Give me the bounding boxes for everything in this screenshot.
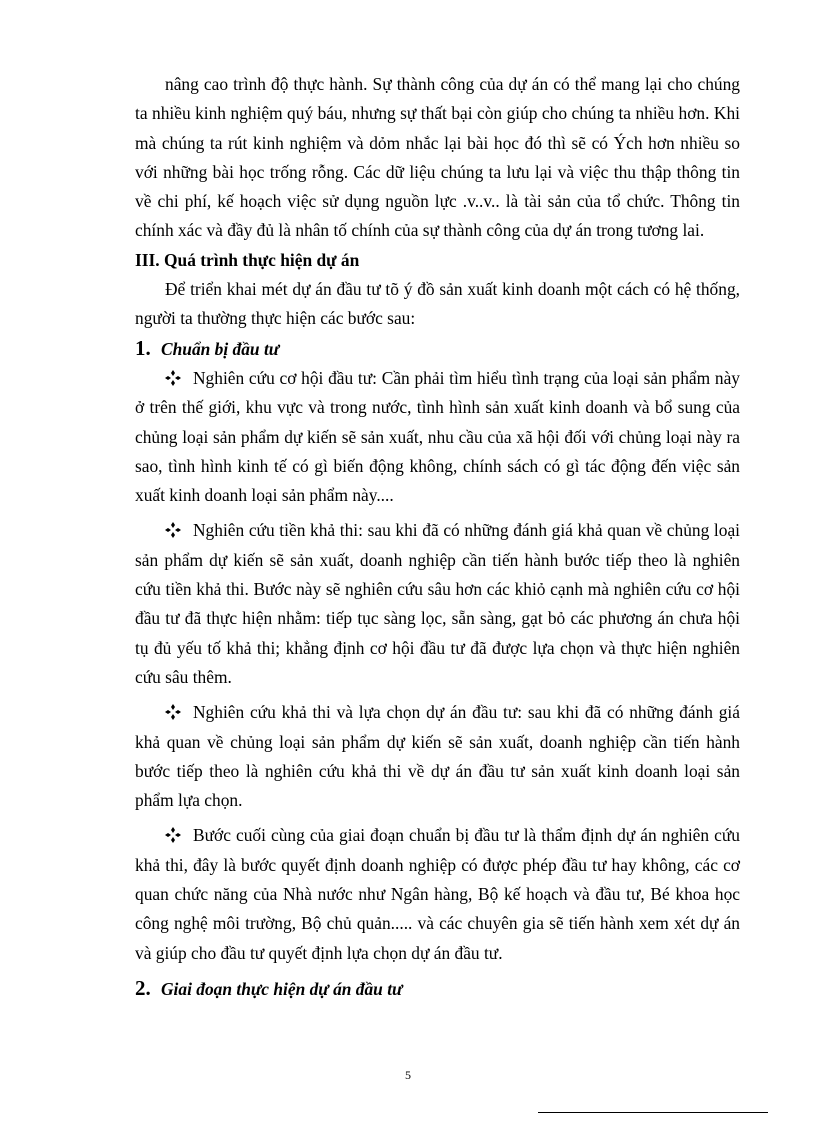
section-heading: III. Quá trình thực hiện dự án	[135, 249, 360, 270]
page-number: 5	[405, 1068, 411, 1082]
bullet-text-4: Bước cuối cùng của giai đoạn chuẩn bị đầu tư là thẩm định dự án nghiên cứu khả thi, đây là bước quyết định doanh nghiệp có được phép đầu tư hay không, các cơ quan chức năng của Nhà nước như Ngân hàng, Bộ kế hoạch và đầu tư, Bé khoa học công nghệ môi trường, Bộ chủ quản..... và các chuyên gia sẽ tiến hành xem xét dự án và giúp cho đầu tư quyết định lựa chọn dự án đầu tư.	[135, 825, 740, 963]
subsection-title-2: Giai đoạn thực hiện dự án đầu tư	[161, 978, 403, 999]
bullet-item-4	[135, 821, 740, 967]
subsection-number-1: 1.	[135, 335, 151, 360]
bullet-item-1	[135, 364, 740, 510]
page-content	[135, 70, 740, 1004]
bullet-text-1: Nghiên cứu cơ hội đầu tư: Cần phải tìm hiểu tình trạng của loại sản phẩm này ở trên thế giới, khu vực và trong nước, tình hình sản xuất kinh doanh và bổ sung của chủng loại sản phẩm dự kiến sẽ sản xuất, nhu cầu của xã hội đối với chủng loại này ra sao, tình hình kinh tế có gì biến động không, chính sách có gì tác động đến việc sản xuất kinh doanh loại sản phẩm này....	[135, 367, 740, 506]
intro-paragraph: nâng cao trình độ thực hành. Sự thành công của dự án có thể mang lại cho chúng ta nhiều kinh nghiệm quý báu, nhưng sự thất bại còn giúp cho chúng ta nhiều hơn. Khi mà chúng ta rút kinh nghiệm và dỏm nhắc lại bài học đó thì sẽ có Ých hơn nhiều so với những bài học trống rỗng. Các dữ liệu chúng ta lưu lại và việc thu thập thông tin về chi phí, kế hoạch việc sử dụng nguồn lực .v..v.. là tài sản của tổ chức. Thông tin chính xác và đầy đủ là nhân tố chính của sự thành công của dự án trong tương lai.	[135, 74, 740, 241]
four-diamond-star-icon	[165, 522, 181, 538]
four-diamond-star-icon	[165, 370, 181, 386]
subsection-heading-1	[135, 334, 740, 364]
bullet-text-3: Nghiên cứu khả thi và lựa chọn dự án đầu tư: sau khi đã có những đánh giá khả quan về chủng loại sản phẩm dự kiến sẽ sản xuất, doanh nghiệp cần tiến hành bước tiếp theo là nghiên cứu khả thi về dự án đầu tư sản xuất kinh doanh loại sản phẩm lựa chọn.	[135, 702, 740, 811]
four-diamond-star-icon	[165, 704, 181, 720]
section-intro-paragraph: Để triển khai mét dự án đầu tư tõ ý đồ sản xuất kinh doanh một cách có hệ thống, người ta thường thực hiện các bước sau:	[135, 279, 740, 329]
subsection-number-2: 2.	[135, 975, 151, 1000]
bullet-item-3	[135, 698, 740, 815]
four-diamond-star-icon	[165, 827, 181, 843]
footer-rule	[538, 1112, 768, 1113]
bullet-item-2	[135, 516, 740, 692]
subsection-title-1: Chuẩn bị đầu tư	[161, 338, 280, 359]
bullet-text-2: Nghiên cứu tiền khả thi: sau khi đã có những đánh giá khả quan về chủng loại sản phẩm dự kiến sẽ sản xuất, doanh nghiệp cần tiến hành bước tiếp theo là nghiên cứu tiền khả thi. Bước này sẽ nghiên cứu sâu hơn các khiỏ cạnh mà nghiên cứu cơ hội đầu tư đã thực hiện nhằm: tiếp tục sàng lọc, sẵn sàng, gạt bỏ các phương án chưa hội tụ đủ yếu tố khả thi; khẳng định cơ hội đầu tư đã được lựa chọn và thực hiện nghiên cứu sâu thêm.	[135, 520, 740, 687]
subsection-heading-2	[135, 974, 740, 1004]
